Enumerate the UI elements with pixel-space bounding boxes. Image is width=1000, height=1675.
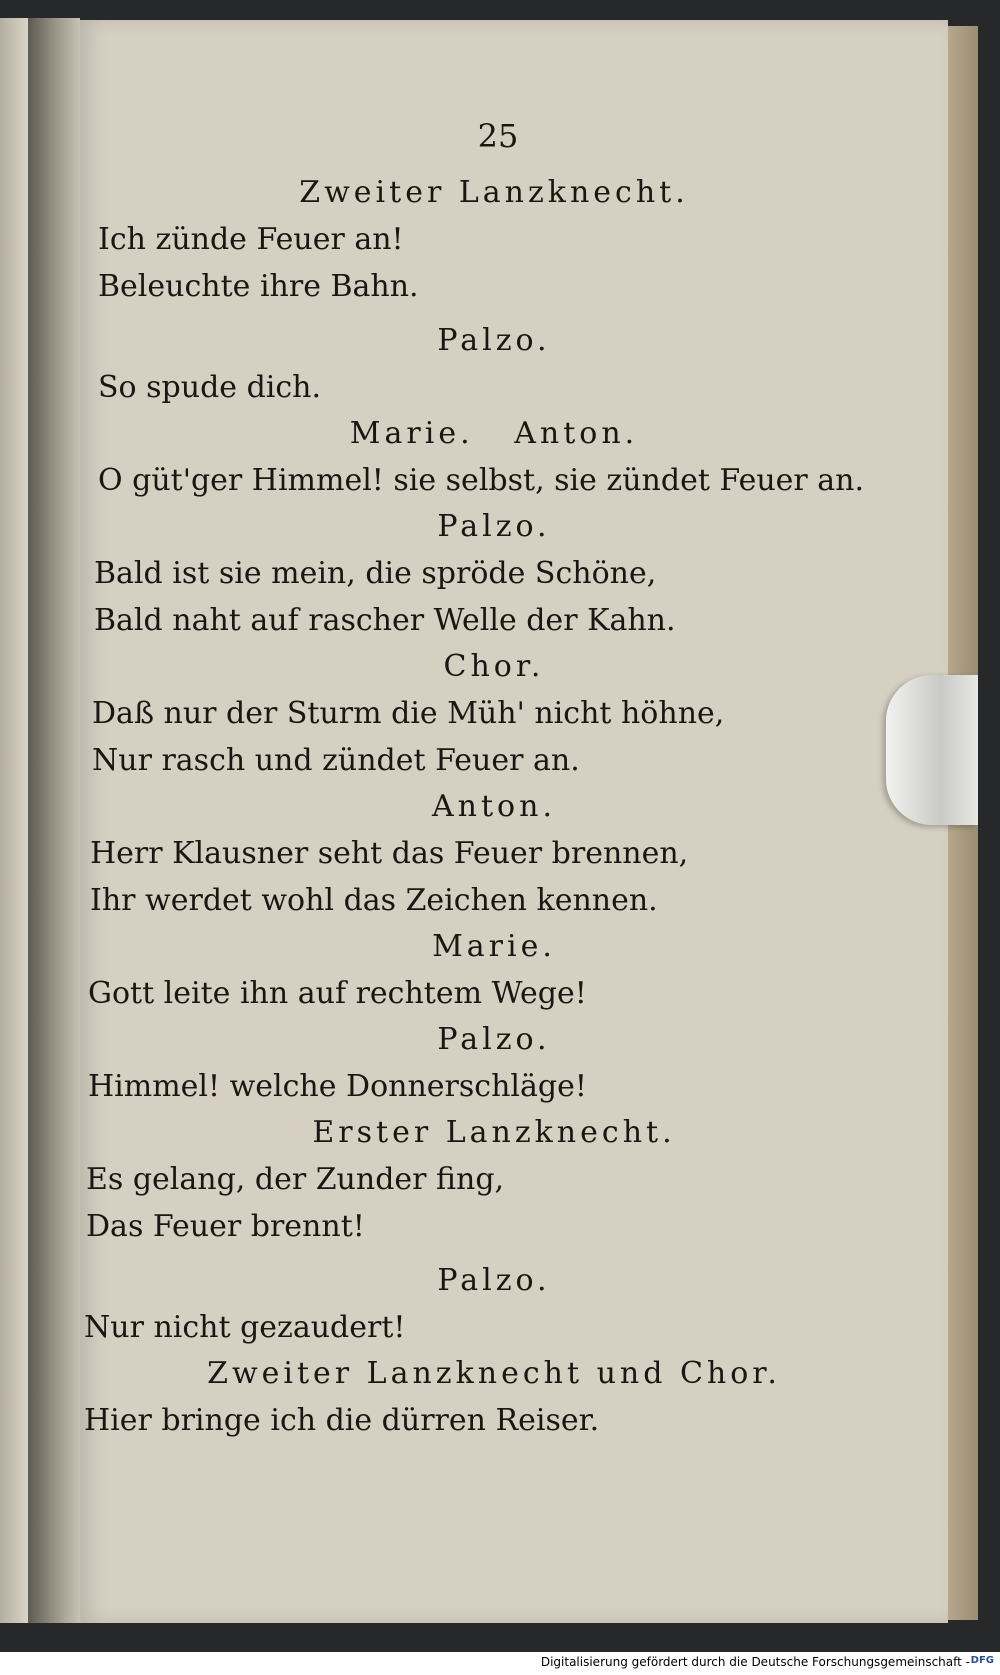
verse-line: Nur rasch und zündet Feuer an. [92, 743, 580, 778]
verse-line: Bald naht auf rascher Welle der Kahn. [94, 603, 676, 638]
speaker-heading: Zweiter Lanzknecht und Chor. [207, 1356, 781, 1391]
verse-line: Das Feuer brennt! [86, 1209, 365, 1244]
verse-line: Himmel! welche Donnerschläge! [88, 1069, 587, 1104]
speaker-heading: Zweiter Lanzknecht. [299, 175, 689, 210]
verse-line: Daß nur der Sturm die Müh' nicht höhne, [92, 696, 725, 731]
speaker-heading: Palzo. [437, 509, 551, 544]
dfg-logo: DFG [970, 1655, 994, 1666]
verse-line: Es gelang, der Zunder fing, [86, 1162, 505, 1197]
page-text [84, 108, 904, 1444]
speaker-heading: Palzo. [437, 1263, 551, 1298]
speaker-heading: Anton. [432, 789, 556, 824]
verse-line: O güt'ger Himmel! sie selbst, sie zündet Feuer an. [98, 463, 865, 498]
verse-line: Nur nicht gezaudert! [84, 1310, 406, 1345]
book-gutter [28, 18, 80, 1623]
speaker-heading: Marie. [432, 929, 556, 964]
speaker-heading: Chor. [443, 649, 545, 684]
verse-line: So spude dich. [98, 370, 322, 405]
speaker-heading: Palzo. [437, 323, 551, 358]
verse-line: Hier bringe ich die dürren Reiser. [84, 1403, 600, 1438]
verse-line: Ihr werdet wohl das Zeichen kennen. [90, 883, 658, 918]
verse-line: Gott leite ihn auf rechtem Wege! [88, 976, 587, 1011]
verse-line: Beleuchte ihre Bahn. [98, 269, 419, 304]
speaker-heading: Marie. Anton. [349, 416, 639, 451]
verse-line: Herr Klausner seht das Feuer brennen, [90, 836, 689, 871]
page-number: 25 [477, 117, 519, 155]
speaker-heading: Erster Lanzknecht. [312, 1115, 676, 1150]
verse-line: Bald ist sie mein, die spröde Schöne, [94, 556, 657, 591]
left-page-edge [0, 18, 28, 1623]
speaker-heading: Palzo. [437, 1022, 551, 1057]
verse-line: Ich zünde Feuer an! [98, 222, 404, 257]
footer-credit: Digitalisierung gefördert durch die Deutsche Forschungsgemeinschaft - [540, 1655, 970, 1669]
